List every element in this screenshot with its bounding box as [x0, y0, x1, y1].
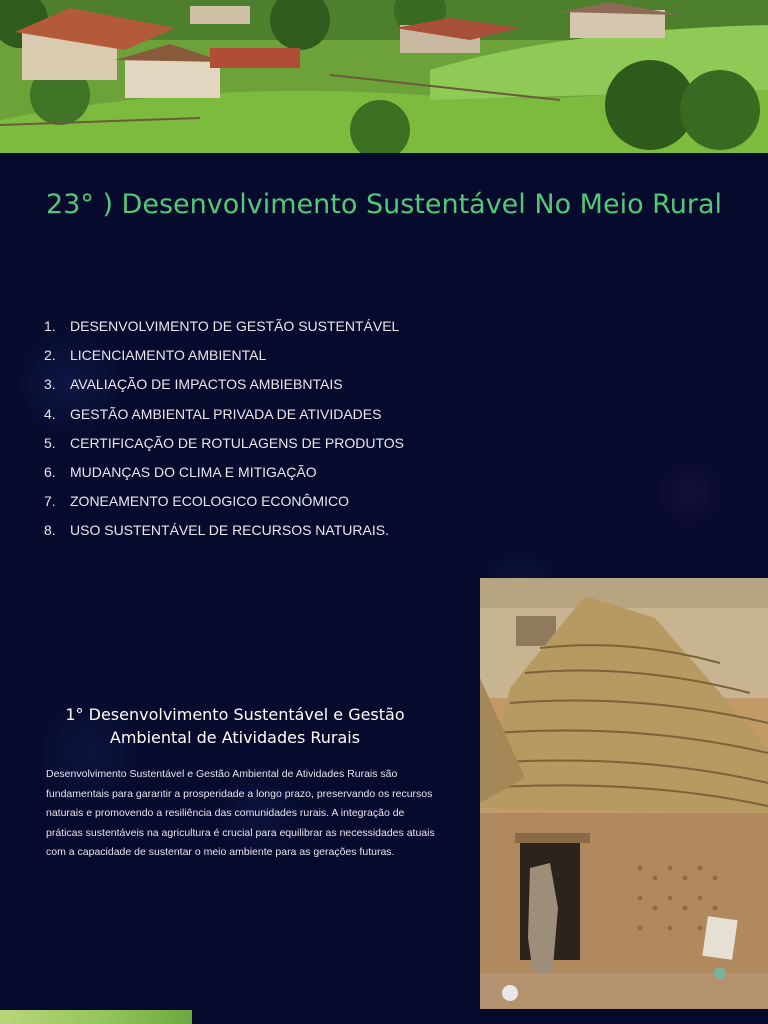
list-item — [44, 489, 404, 518]
green-photo-strip — [0, 1010, 192, 1024]
list-number: 8. — [44, 522, 56, 539]
list-item — [44, 402, 404, 431]
countryside-illustration — [0, 0, 768, 153]
list-item — [44, 460, 404, 489]
topics-list — [44, 314, 404, 548]
section-title: 1° Desenvolvimento Sustentável e Gestão Ambiental de Atividades Rurais — [65, 705, 405, 747]
countryside-photo — [0, 0, 768, 153]
list-label: CERTIFICAÇÃO DE ROTULAGENS DE PRODUTOS — [70, 434, 404, 451]
thatched-hut-photo — [480, 578, 768, 1009]
list-number: 6. — [44, 463, 56, 480]
list-label: LICENCIAMENTO AMBIENTAL — [70, 347, 267, 364]
list-number: 3. — [44, 376, 56, 393]
list-number: 1. — [44, 318, 56, 334]
list-label: GESTÃO AMBIENTAL PRIVADA DE ATIVIDADES — [70, 405, 382, 422]
list-number: 4. — [44, 405, 56, 422]
list-label: DESENVOLVIMENTO DE GESTÃO SUSTENTÁVEL — [70, 318, 400, 334]
list-item — [44, 314, 404, 343]
list-label: MUDANÇAS DO CLIMA E MITIGAÇÃO — [70, 463, 317, 480]
list-label: AVALIAÇÃO DE IMPACTOS AMBIEBNTAIS — [70, 376, 343, 393]
list-label: ZONEAMENTO ECOLOGICO ECONÔMICO — [70, 493, 349, 510]
page-title: 23° ) Desenvolvimento Sustentável No Meio Rural — [46, 189, 722, 220]
thatched-hut-illustration — [480, 578, 768, 1009]
list-item — [44, 518, 404, 547]
list-item — [44, 431, 404, 460]
list-number: 5. — [44, 434, 56, 451]
list-label: USO SUSTENTÁVEL DE RECURSOS NATURAIS. — [70, 522, 389, 539]
list-item — [44, 343, 404, 372]
list-number: 2. — [44, 347, 56, 364]
section-body: Desenvolvimento Sustentável e Gestão Ambiental de Atividades Rurais são fundamentais para garantir a prosperidade a longo prazo, preservando os recursos naturais e promovendo a resiliência das comunidades rurais. A integração de práticas sustentáveis na agricultura é crucial para equilibrar as necessidades atuais com a capacidade de sustentar o meio ambiente para as gerações futuras. — [46, 768, 435, 859]
list-number: 7. — [44, 493, 56, 510]
list-item — [44, 372, 404, 401]
